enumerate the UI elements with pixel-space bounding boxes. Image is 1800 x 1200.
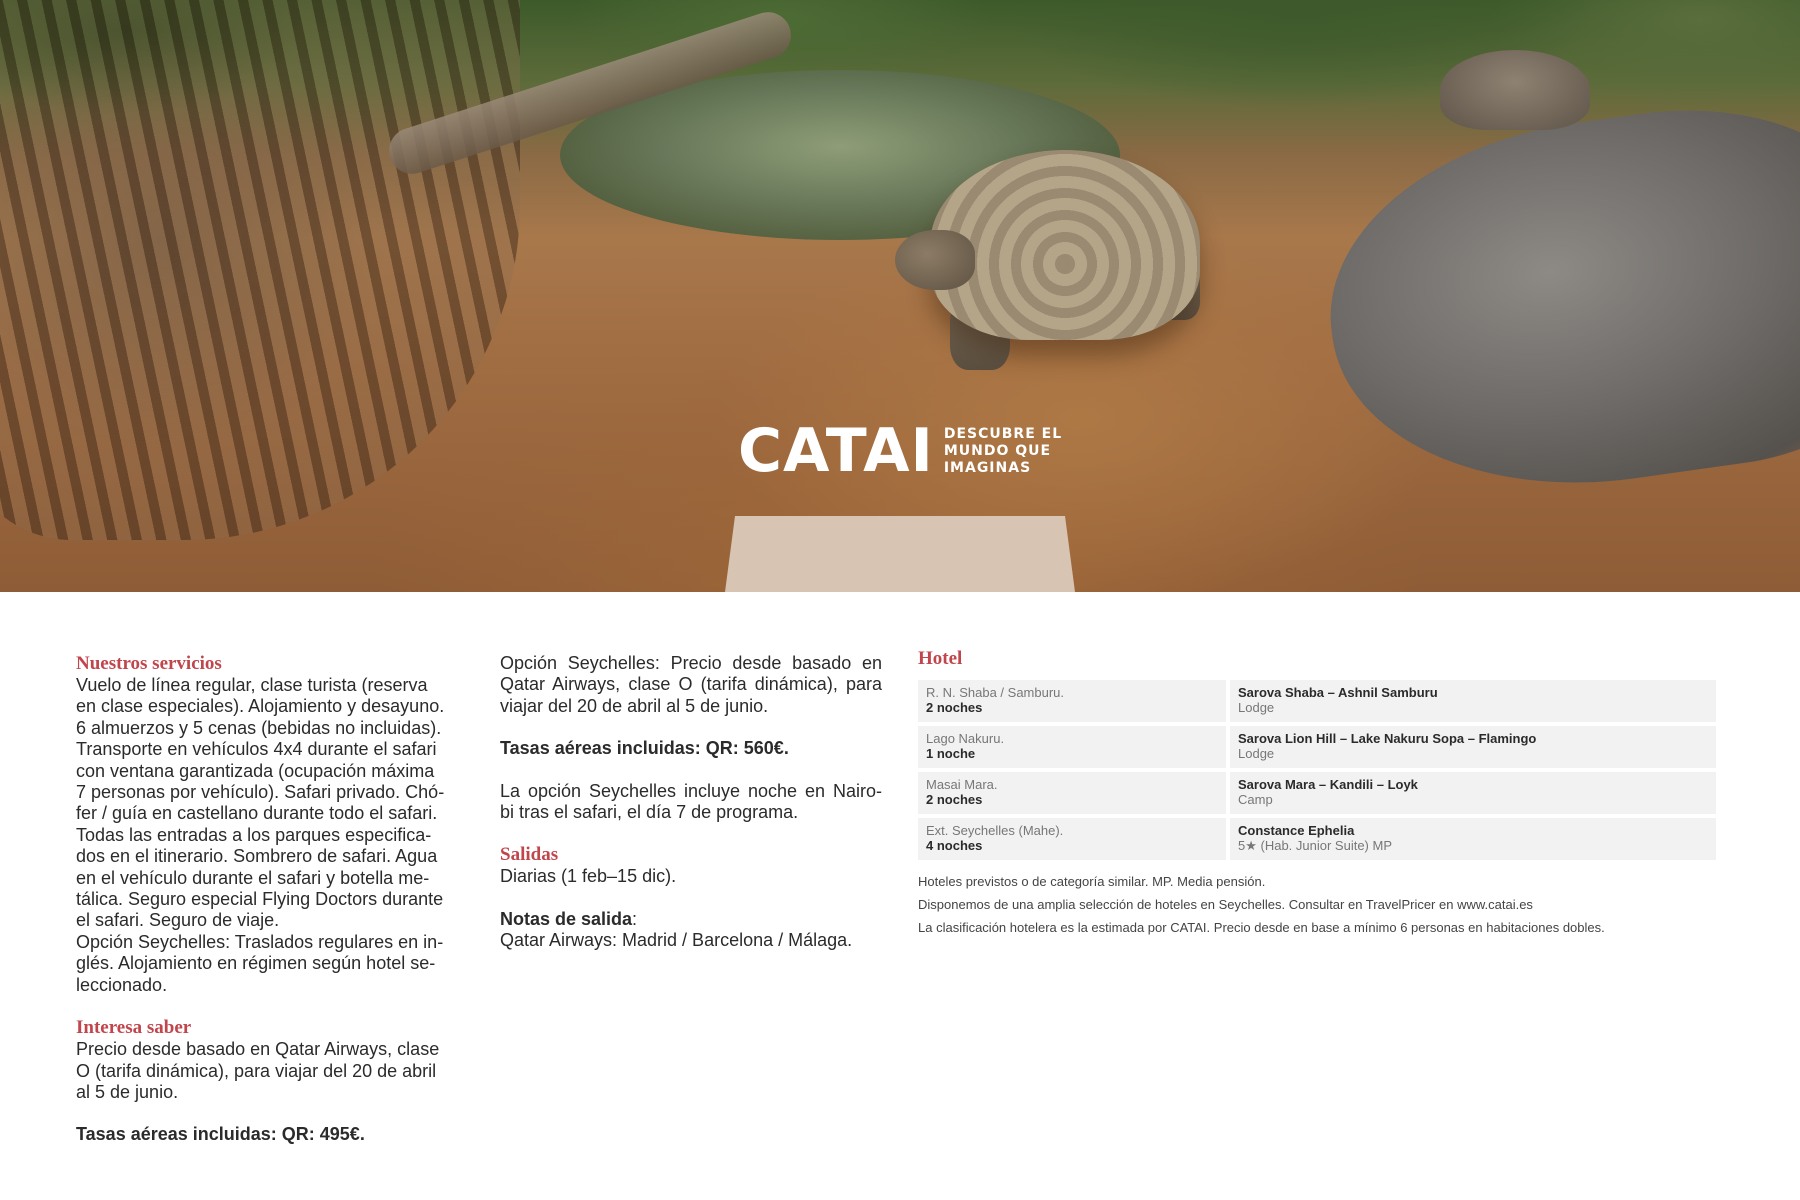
page-tab [725,516,1075,592]
text-line: Qatar Airways, clase O (tarifa dinámica), para [500,674,882,695]
table-row [918,680,1716,722]
catai-logo [738,418,1062,484]
hotel-notes [918,870,1724,939]
location-cell [918,726,1226,768]
text-line: Opción Seychelles: Precio desde basado en [500,653,882,673]
text-line: tálica. Seguro especial Flying Doctors durante [76,889,444,910]
text-line: dos en el itinerario. Sombrero de safari. Agua [76,846,438,867]
text-line: glés. Alojamiento en régimen según hotel se- [76,953,436,974]
hotel-category: Camp [1238,792,1273,807]
text-line: fer / guía en castellano durante todo el safari. [76,803,438,824]
note-line: Disponemos de una amplia selección de hoteles en Seychelles. Consultar en TravelPricer en www.catai.es [918,897,1533,912]
text-line: La opción Seychelles incluye noche en Nairo- [500,780,882,801]
services-column [76,653,458,1146]
salidas-text: Diarias (1 feb–15 dic). [500,866,677,887]
text-line: en el vehículo durante el safari y botella me- [76,867,430,888]
nights: 2 noches [926,700,983,715]
rock-slab [1308,83,1800,517]
location-cell [918,680,1226,722]
tagline-line: IMAGINAS [943,459,1032,476]
text-line: Opción Seychelles: Traslados regulares en in- [76,931,444,952]
text-line: 6 almuerzos y 5 cenas (bebidas no incluidas). [76,717,442,738]
notas-heading-line [500,909,882,930]
interesa-heading: Interesa saber [76,1017,192,1039]
text-line: el safari. Seguro de viaje. [76,910,280,931]
hotel-name: Sarova Shaba – Ashnil Samburu [1238,685,1438,700]
pandanus-tree [0,0,520,540]
nights: 1 noche [926,746,976,761]
table-row [918,818,1716,860]
text-line: en clase especiales). Alojamiento y desayuno. [76,696,445,717]
text-line: Transporte en vehículos 4x4 durante el safari [76,739,437,760]
hotel-table [914,676,1720,864]
note-line: La clasificación hotelera es la estimada por CATAI. Precio desde en base a mínimo 6 personas en habitaciones dobles. [918,920,1605,935]
logo-wordmark: CATAI [738,416,934,486]
notas-heading: Notas de salida [500,908,633,929]
location-name: Masai Mara. [926,777,998,792]
text-line: Precio desde basado en Qatar Airways, clase [76,1039,440,1060]
hotel-heading: Hotel [918,648,963,669]
hotel-cell [1230,680,1716,722]
tagline-line: DESCUBRE EL [943,425,1063,442]
location-name: Ext. Seychelles (Mahe). [926,823,1064,838]
services-heading: Nuestros servicios [76,653,222,674]
salidas-heading: Salidas [500,844,559,866]
hero-photo [0,0,1800,592]
text-line: viajar del 20 de abril al 5 de junio. [500,695,769,716]
location-cell [918,772,1226,814]
hotel-category: Lodge [1238,700,1275,715]
seychelles-tasas: Tasas aéreas incluidas: QR: 560€. [500,738,789,759]
hotel-name: Sarova Lion Hill – Lake Nakuru Sopa – Flamingo [1238,731,1537,746]
text-line: leccionado. [76,974,168,995]
location-name: R. N. Shaba / Samburu. [926,685,1065,700]
notas-text: Qatar Airways: Madrid / Barcelona / Málaga. [500,930,853,951]
text-line: 7 personas por vehículo). Safari privado. Chó- [76,782,445,803]
table-row [918,726,1716,768]
tasas-text: Tasas aéreas incluidas: QR: 495€. [76,1124,365,1145]
seychelles-column [500,653,882,952]
hotel-cell [1230,772,1716,814]
text-line: Todas las entradas a los parques especifica- [76,824,432,845]
tortoise-head [895,230,975,290]
services-text [76,675,458,996]
background-tortoise [1440,50,1590,130]
logo-tagline [944,426,1062,477]
hotel-category: 5★ (Hab. Junior Suite) MP [1238,838,1392,853]
table-row [918,772,1716,814]
text-line: bi tras el safari, el día 7 de programa. [500,802,799,823]
text-line: O (tarifa dinámica), para viajar del 20 de abril [76,1060,437,1081]
hotel-cell [1230,818,1716,860]
hotel-category: Lodge [1238,746,1275,761]
location-cell [918,818,1226,860]
hotel-cell [1230,726,1716,768]
text-line: al 5 de junio. [76,1081,179,1102]
hotel-section [918,648,1724,939]
notas-colon: : [632,908,638,929]
hotel-name: Constance Ephelia [1238,823,1355,838]
location-name: Lago Nakuru. [926,731,1005,746]
nights: 4 noches [926,838,983,853]
text-line: Vuelo de línea regular, clase turista (reserva [76,675,428,695]
tagline-line: MUNDO QUE [943,442,1052,459]
nights: 2 noches [926,792,983,807]
hotel-name: Sarova Mara – Kandili – Loyk [1238,777,1418,792]
text-line: con ventana garantizada (ocupación máxima [76,760,435,781]
note-line: Hoteles previstos o de categoría similar. MP. Media pensión. [918,874,1266,889]
